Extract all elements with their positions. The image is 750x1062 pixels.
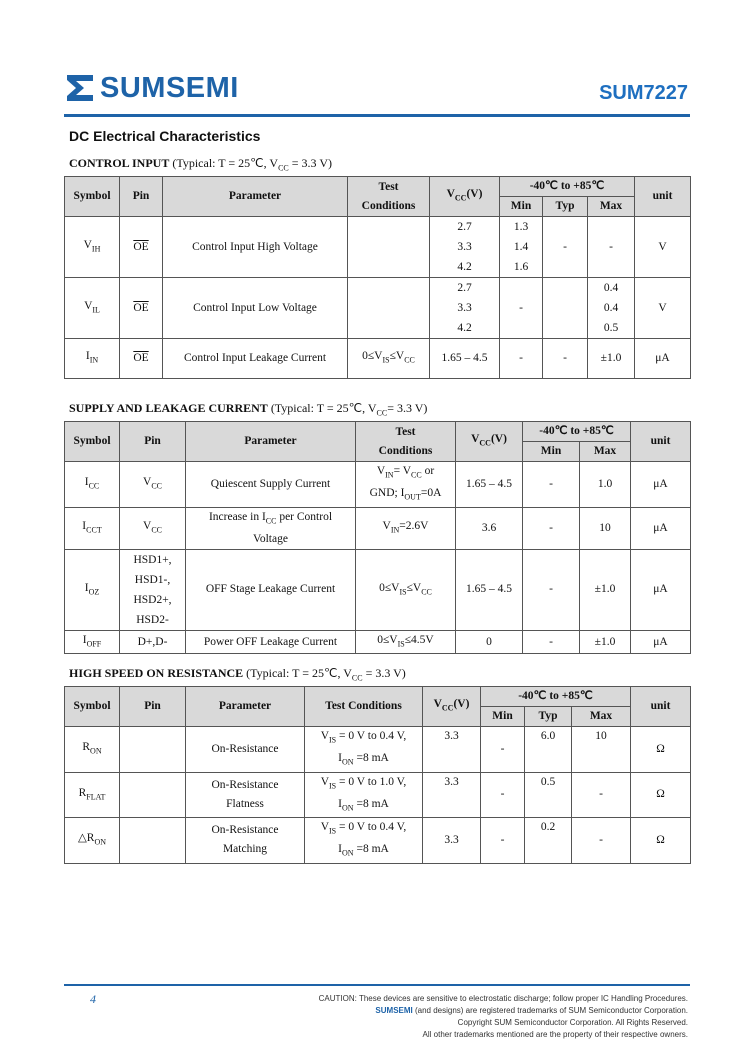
table-header-row: Symbol Pin Parameter Test Conditions $V_{CC}(V)$ -40℃ to +85℃ unit <box>65 422 691 442</box>
page-header <box>64 72 690 116</box>
part-number: SUM7227 <box>599 82 688 104</box>
footer-brand: SUMSEMI <box>375 1006 413 1015</box>
col-test-conditions: Test Conditions <box>348 177 430 217</box>
supply-leakage-title: SUPPLY AND LEAKAGE CURRENT (Typical: T = 25℃, $V_{CC}= 3.3$ V) <box>69 401 428 418</box>
col-vcc: $V_{CC}(V)$ <box>430 177 500 217</box>
table-row: $I_{CC}$ $V_{CC}$ Quiescent Supply Current $V_{IN}= V_{CC}$ or GND; $I_{OUT}=0A$ 1.65 – 4.5 - 1.0 μA <box>65 462 691 508</box>
table-row: $I_{CCT}$ $V_{CC}$ Increase in $I_{CC}$ per Control Voltage $V_{IN}=2.6V$ 3.6 - 10 μA <box>65 507 691 549</box>
control-input-table <box>64 176 691 379</box>
high-speed-table <box>64 686 691 864</box>
header-divider <box>64 114 690 117</box>
brand-logo <box>64 72 239 104</box>
table-header-row: Min Max <box>65 442 691 462</box>
section-title: DC Electrical Characteristics <box>69 128 261 144</box>
sigma-logo-icon <box>64 72 96 104</box>
table-header-row: Min Typ Max <box>65 707 691 727</box>
high-speed-title: HIGH SPEED ON RESISTANCE (Typical: T = 25℃, $V_{CC} = 3.3$ V) <box>69 666 406 683</box>
supply-leakage-table <box>64 421 691 654</box>
col-symbol: Symbol <box>65 177 120 217</box>
control-input-title: CONTROL INPUT (Typical: T = 25℃, $V_{CC} = 3.3$ V) <box>69 156 332 173</box>
col-pin: Pin <box>120 177 163 217</box>
table-row: $R_{ON}$ On-Resistance $V_{IS} = 0$ V to 0.4 V, $I_{ON} =8$ mA 3.3 - 6.0 10 Ω <box>65 727 691 773</box>
page-number: 4 <box>90 992 96 1006</box>
table-header-row: Symbol Pin Parameter Test Conditions $V_{CC}(V)$ -40℃ to +85℃ unit <box>65 687 691 707</box>
footer-notice: CAUTION: These devices are sensitive to electrostatic discharge; follow proper IC Handling Procedures. SUMSEMI (and designs) are registered trademarks of SUM Semiconductor Corporation. Copyright SUM Semiconductor Corporation. All Rights Reserved. All other trademarks mentioned are the property of their respective owners. <box>318 994 688 1039</box>
col-unit: unit <box>635 177 691 217</box>
col-parameter: Parameter <box>163 177 348 217</box>
table-row: $I_{OFF}$ D+,D- Power OFF Leakage Current $0\le V_{IS}\le 4.5V$ 0 - ±1.0 μA <box>65 630 691 653</box>
table-row: $R_{FLAT}$ On-Resistance Flatness $V_{IS} = 0$ V to 1.0 V, $I_{ON} =8$ mA 3.3 - 0.5 - Ω <box>65 772 691 818</box>
table-row: $V_{IH}$ $\overline{OE}$ Control Input High Voltage 2.7 3.3 4.2 1.3 1.4 1.6 - - V <box>65 217 691 278</box>
brand-name: SUMSEMI <box>100 72 239 104</box>
col-max: Max <box>588 197 635 217</box>
table-row: $I_{OZ}$ HSD1+, HSD1-, HSD2+, HSD2- OFF Stage Leakage Current $0\le V_{IS}\le V_{CC}$ 1.65 – 4.5 - ±1.0 μA <box>65 549 691 630</box>
table-row: $I_{IN}$ $\overline{OE}$ Control Input Leakage Current $0\le V_{IS}\le V_{CC}$ 1.65 – 4.5 - - ±1.0 μA <box>65 339 691 379</box>
table-row: $V_{IL}$ $\overline{OE}$ Control Input Low Voltage 2.7 3.3 4.2 - 0.4 0.4 0.5 V <box>65 278 691 339</box>
col-temp-range: -40℃ to +85℃ <box>500 177 635 197</box>
col-min: Min <box>500 197 543 217</box>
table-row: $\triangle R_{ON}$ On-Resistance Matching $V_{IS} = 0$ V to 0.4 V, $I_{ON} =8$ mA 3.3 - 0.2 - Ω <box>65 818 691 864</box>
footer-divider <box>64 984 690 986</box>
table-header-row <box>65 177 691 197</box>
col-typ: Typ <box>543 197 588 217</box>
